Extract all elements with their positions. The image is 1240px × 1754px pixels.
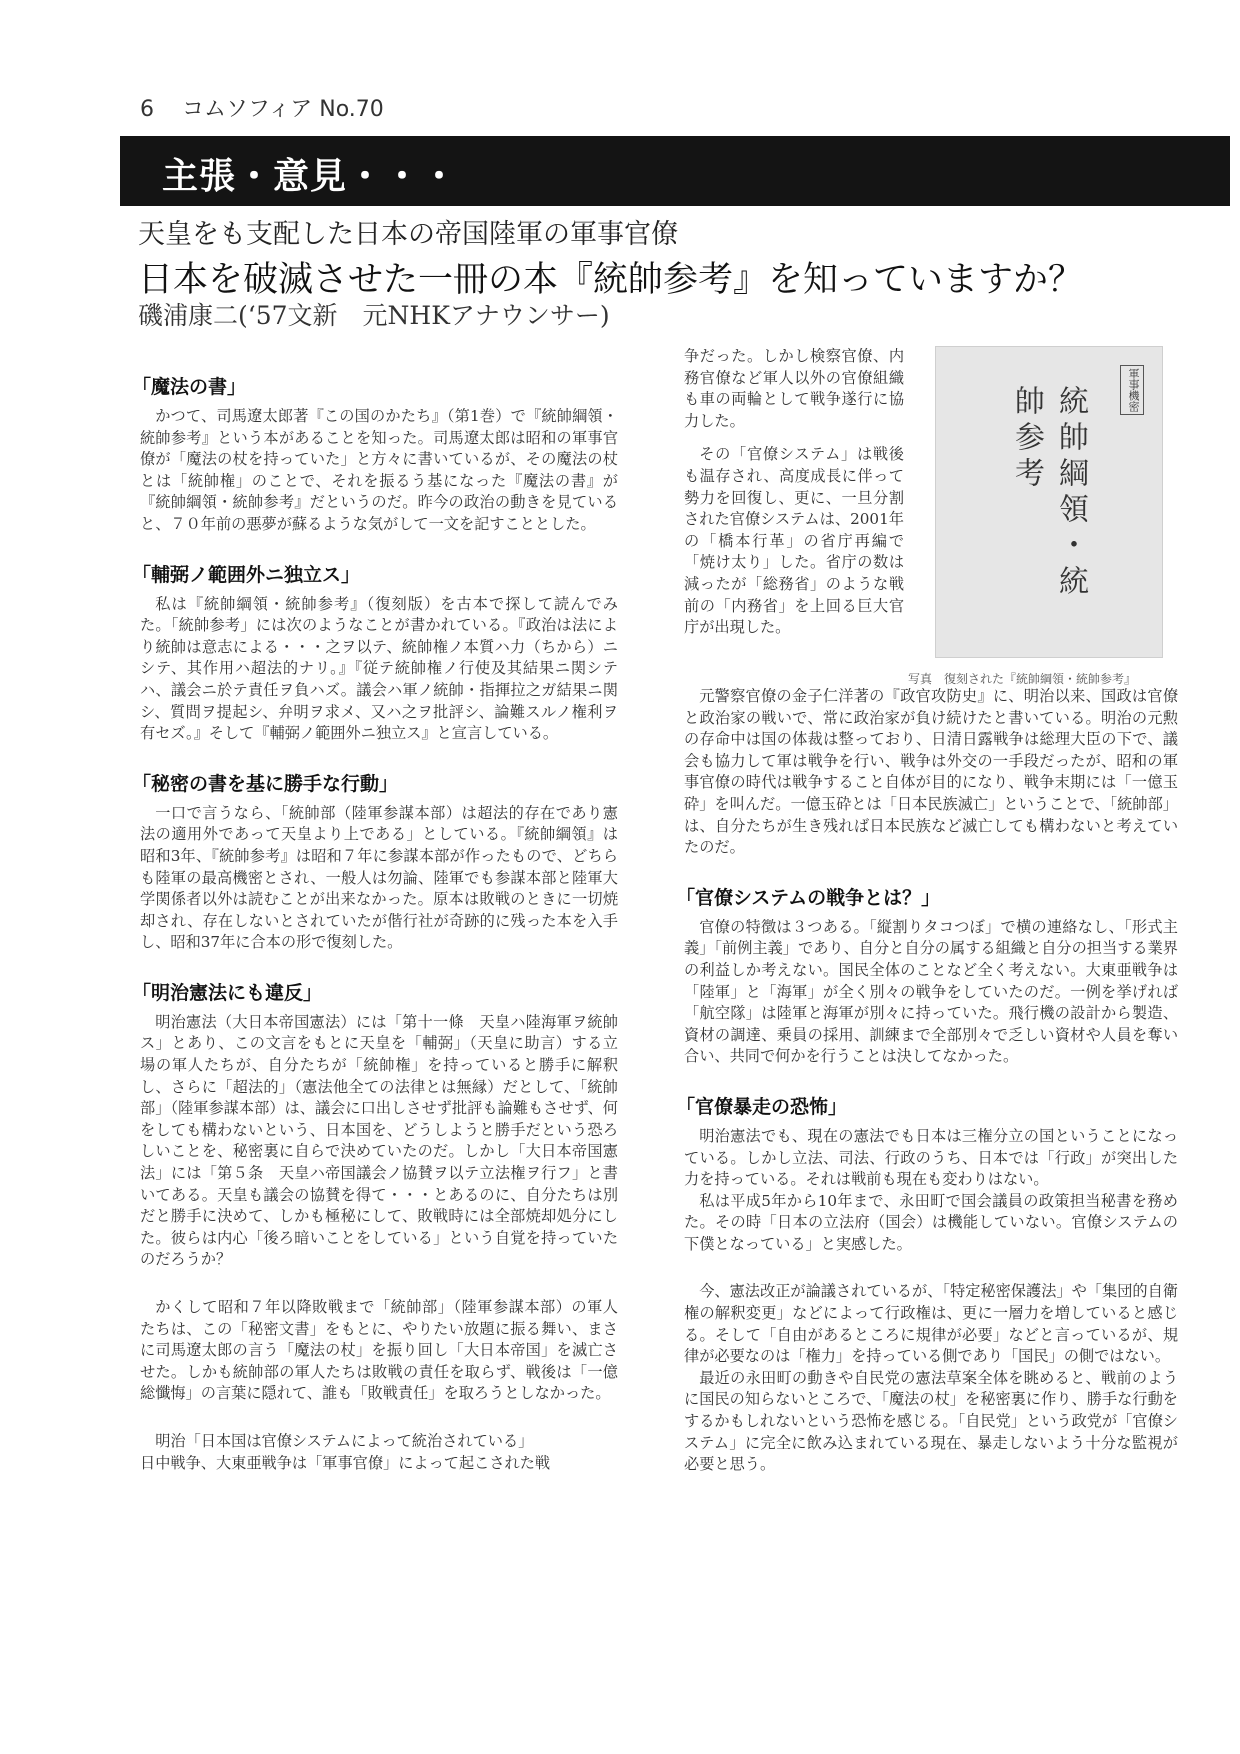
right-column-top: [684, 346, 904, 639]
paragraph: 今、憲法改正が論議されているが、「特定秘密保護法」や「集団的自衛権の解釈変更」などによって行政権は、更に一層力を増していると感じる。そして「自由があるところに規律が必要」などと言っているが、規律が必要なのは「権力」を持っている側であり「国民」の側ではない。: [684, 1282, 1178, 1366]
paragraph: 官僚の特徴は３つある。「縦割りタコつぼ」で横の連絡なし、「形式主義」「前例主義」であり、自分と自分の属する組織と自分の担当する業界の利益しか考えない。国民全体のことなど全く考えない。大東亜戦争は「陸軍」と「海軍」が全く別々の戦争をしていたのだ。一例を挙げれば「航空隊」は陸軍と海軍が別々に持っていた。飛行機の設計から製造、資材の調達、乗員の採用、訓練まで全部別々で乏しい資材や人員を奪い合い、共同で何かを行うことは決してなかった。: [684, 917, 1178, 1066]
section-heading: 「秘密の書を基に勝手な行動」: [132, 772, 399, 795]
left-column: [132, 374, 619, 1474]
paragraph: 私は平成5年から10年まで、永田町で国会議員の政策担当秘書を務めた。その時「日本の立法府（国会）は機能していない。官僚システムの下僕となっている」と実感した。: [684, 1191, 1178, 1253]
paragraph: 日中戦争、大東亜戦争は「軍事官僚」によって起こされた戦: [140, 1453, 551, 1472]
paragraph: その「官僚システム」は戦後も温存され、高度成長に伴って勢力を回復し、更に、一旦分割された官僚システムは、2001年の「橋本行革」の省庁再編で「焼け太り」した。省庁の数は減ったが「総務省」のような戦前の「内務省」を上回る巨大官庁が出現した。: [684, 445, 904, 637]
book-cover-title: 統帥綱領・統帥参考: [1009, 385, 1088, 601]
book-photo: [935, 346, 1163, 658]
page-header: [140, 92, 384, 123]
section-banner: [120, 136, 1230, 206]
page-number: 6: [140, 97, 154, 122]
paragraph: 私は『統帥綱領・統帥参考』（復刻版）を古本で探して読んでみた。「統帥参考」には次のようなことが書かれている。『政治は法により統帥は意志による・・・之ヲ以テ、統帥権ノ本質ハ力（ちから）ニシテ、其作用ハ超法的ナリ。』『従テ統帥権ノ行使及其結果ニ関シテハ、議会ニ於テ責任ヲ負ハズ。議会ハ軍ノ統帥・指揮拉之ガ結果ニ関シ、質問ヲ提起シ、弁明ヲ求メ、又ハ之ヲ批評シ、論難スルノ権利ヲ有セズ。』そして『輔弼ノ範囲外ニ独立ス』と宣言している。: [140, 594, 618, 743]
section-heading: 「魔法の書」: [132, 376, 247, 398]
paragraph: 明治「日本国は官僚システムによって統治されている」: [155, 1431, 534, 1450]
section-heading: 「官僚暴走の恐怖」: [676, 1095, 848, 1118]
section-heading: 「輔弼ノ範囲外ニ独立ス」: [132, 563, 361, 586]
paragraph: 最近の永田町の動きや自民党の憲法草案全体を眺めると、戦前のように国民の知らないところで、「魔法の杖」を秘密裏に作り、勝手な行動をするかもしれないという恐怖を感じる。「自民党」という政党が「官僚システム」に完全に飲み込まれている現在、暴走しないよう十分な監視が必要と思う。: [684, 1368, 1178, 1474]
paragraph: かくして昭和７年以降敗戦まで「統帥部」（陸軍参謀本部）の軍人たちは、この「秘密文書」をもとに、やりたい放題に振る舞い、まさに司馬遼太郎の言う「魔法の杖」を振り回し「大日本帝国」を滅亡させた。しかも統帥部の軍人たちは敗戦の責任を取らず、戦後は「一億総懺悔」の言葉に隠れて、誰も「敗戦責任」を取ろうとしなかった。: [140, 1298, 618, 1403]
paragraph: 一口で言うなら、「統帥部（陸軍参謀本部）は超法的存在であり憲法の適用外であって天皇より上である」としている。『統帥綱領』は昭和3年、『統帥参考』は昭和７年に参謀本部が作ったもので、どちらも陸軍の最高機密とされ、一般人は勿論、陸軍でも参謀本部と陸軍大学関係者以外は読むことが出来なかった。原本は敗戦のときに一切焼却され、存在しないとされていたが偕行社が奇跡的に残った本を入手し、昭和37年に合本の形で復刻した。: [140, 803, 619, 952]
banner-title: 主張・意見・・・: [162, 156, 459, 197]
issue-number: No.70: [319, 97, 384, 122]
paragraph: 元警察官僚の金子仁洋著の『政官攻防史』に、明治以来、国政は官僚と政治家の戦いで、常に政治家が負け続けたと書いている。明治の元勲の存命中は国の体裁は整っており、日清日露戦争は総理大臣の下で、議会も協力して軍は戦争を行い、戦争は外交の一手段だったが、昭和の軍事官僚の時代は戦争すること自体が目的になり、戦争末期には「一億玉砕」を叫んだ。一億玉砕とは「日本民族滅亡」ということで、「統帥部」は、自分たちが生き残れば日本民族など滅亡しても構わないと考えていたのだ。: [684, 687, 1178, 857]
paragraph: 明治憲法でも、現在の憲法でも日本は三権分立の国ということになっている。しかし立法、司法、行政のうち、日本では「行政」が突出した力を持っている。それは戦前も現在も変わりはない。: [684, 1126, 1178, 1189]
right-column-bottom: [676, 686, 1178, 1476]
section-heading: 「明治憲法にも違反」: [132, 981, 323, 1004]
classification-label: 軍事機密: [1120, 365, 1144, 415]
article-subtitle: 天皇をも支配した日本の帝国陸軍の軍事官僚: [138, 219, 678, 250]
magazine-name: コムソフィア: [182, 97, 313, 122]
section-heading: 「官僚システムの戦争とは？」: [676, 886, 941, 909]
paragraph: 争だった。しかし検察官僚、内務官僚など軍人以外の官僚組織も車の両輪として戦争遂行に協力した。: [684, 347, 904, 430]
article-author: 磯浦康二(‘57文新 元NHKアナウンサー): [138, 301, 610, 330]
paragraph: かつて、司馬遼太郎著『この国のかたち』（第1巻）で『統帥綱領・統帥参考』という本があることを知った。司馬遼太郎は昭和の軍事官僚が「魔法の杖を持っていた」と方々に書いているが、その魔法の杖とは「統帥権」のことで、それを振るう基になった『魔法の書』が『統帥綱領・統帥参考』だというのだ。昨今の政治の動きを見ていると、７０年前の悪夢が蘇るような気がして一文を記すこととした。: [140, 407, 618, 533]
paragraph: 明治憲法（大日本帝国憲法）には「第十一條 天皇ハ陸海軍ヲ統帥ス」とあり、この文言をもとに天皇を「輔弼」（天皇に助言）する立場の軍人たちが、自分たちが「統帥権」を持っていると勝手に解釈し、さらに「超法的」（憲法他全ての法律とは無縁）だとして、「統帥部」（陸軍参謀本部）は、議会に口出しさせず批評も論難もさせず、何をしても構わないという、日本国を、どうしようと勝手だという恐ろしいことを、秘密裏に自らで決めていたのだ。しかし「大日本帝国憲法」には「第５条 天皇ハ帝国議会ノ協賛ヲ以テ立法権ヲ行フ」と書いてある。天皇も議会の協賛を得て・・・とあるのに、自分たちは別だと勝手に決めて、しかも極秘にして、敗戦時には全部焼却処分にした。彼らは内心「後ろ暗いことをしている」という自覚を持っていたのだろうか？: [140, 1012, 618, 1269]
article-title: 日本を破滅させた一冊の本『統帥参考』を知っていますか？: [138, 260, 1084, 300]
photo-caption: 写真 復刻された『統帥綱領・統帥参考』: [908, 672, 1137, 686]
